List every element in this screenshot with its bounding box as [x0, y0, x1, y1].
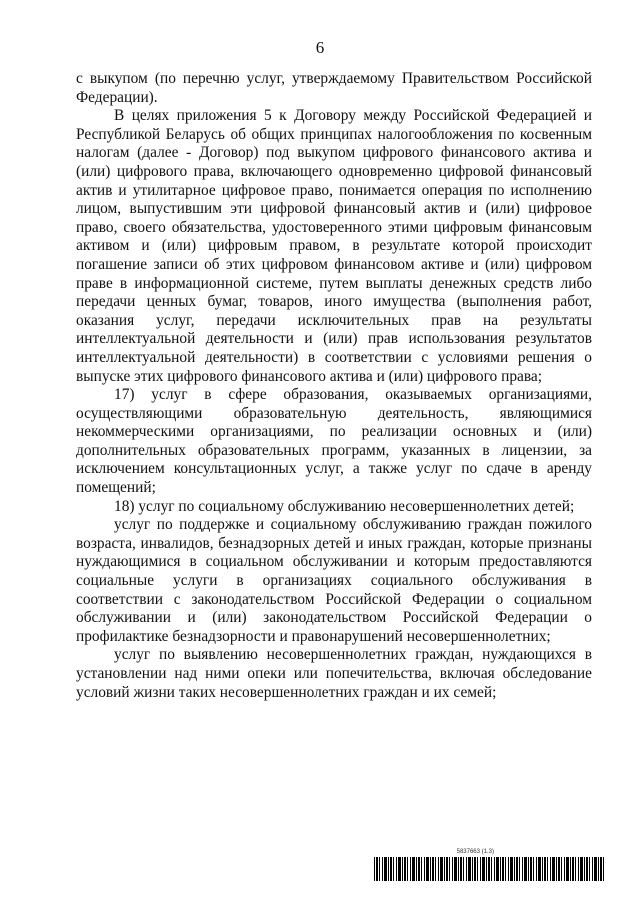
paragraph-continuation: с выкупом (по перечню услуг, утверждаемому Правительством Российской Федерации).: [76, 70, 592, 106]
document-footer: [374, 849, 604, 883]
paragraph-buyback-definition: В целях приложения 5 к Договору между Российской Федерацией и Республикой Беларусь об общих принципах налогообложения по косвенным налогам (далее - Договор) под выкупом цифрового финансового актива и (или) цифрового права, включающего одновременно цифровой финансовый актив и утилитарное цифровое право, понимается операция по исполнению лицом, выпустившим эти цифровой финансовый актив и (или) цифровое право, своего обязательства, удостоверенного этими цифровым финансовым активом и (или) цифровым правом, в результате которой происходит погашение записи об этих цифровом финансовом активе и (или) цифровом праве в информационной системе, путем выплаты денежных средств либо передачи ценных бумаг, товаров, иного имущества (выполнения работ, оказания услуг, передачи исключительных прав на результаты интеллектуальной деятельности и (или) прав использования результатов интеллектуальной деятельности) в соответствии с условиями решения о выпуске этих цифрового финансового актива и (или) цифрового права;: [76, 107, 592, 385]
document-code: 5837663 (1.3): [456, 849, 494, 855]
paragraph-item-17: 17) услуг в сфере образования, оказываемых организациями, осуществляющими образовательную деятельность, являющимися некоммерческими организациями, по реализации основных и (или) дополнительных образовательных программ, указанных в лицензии, за исключением консультационных услуг, а также услуг по сдаче в аренду помещений;: [76, 386, 592, 497]
barcode-icon: [374, 857, 604, 881]
paragraph-guardianship-services: услуг по выявлению несовершеннолетних граждан, нуждающихся в установлении над ними опеки или попечительства, включая обследование условий жизни таких несовершеннолетних граждан и их семей;: [76, 646, 592, 701]
paragraph-item-18: 18) услуг по социальному обслуживанию несовершеннолетних детей;: [114, 497, 575, 515]
page-number: 6: [315, 38, 325, 57]
paragraph-elderly-services: услуг по поддержке и социальному обслуживанию граждан пожилого возраста, инвалидов, безнадзорных детей и иных граждан, которые признаны нуждающимися в социальном обслуживании и которым предоставляются социальные услуги в организациях социального обслуживания в соответствии с законодательством Российской Федерации о социальном обслуживании и (или) законодательством Российской Федерации о профилактике безнадзорности и правонарушений несовершеннолетних;: [76, 516, 592, 645]
document-body: [76, 70, 592, 702]
